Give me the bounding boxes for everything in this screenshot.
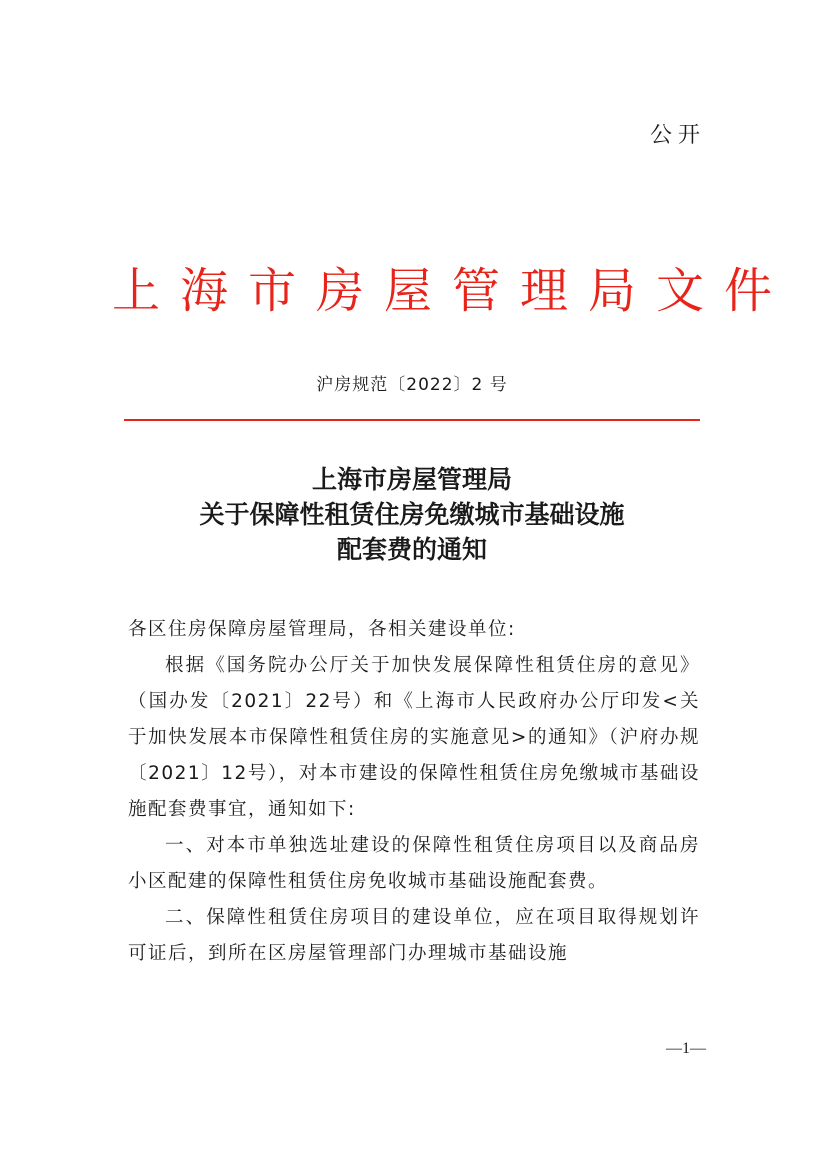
body-paragraph: 根据《国务院办公厅关于加快发展保障性租赁住房的意见》（国办发〔2021〕22号）和《上海市人民政府办公厅印发<关于加快发展本市保障性租赁住房的实施意见>的通知》（沪府办规〔2021〕12号），对本市建设的保障性租赁住房免缴城市基础设施配套费事宜，通知如下: [128, 655, 700, 820]
document-title [124, 462, 700, 567]
title-line-1: 上海市房屋管理局 [311, 465, 512, 494]
title-line-3: 配套费的通知 [336, 535, 487, 564]
document-number: 沪房规范〔2022〕2 号 [316, 375, 508, 395]
title-line-2: 关于保障性租赁住房免缴城市基础设施 [199, 500, 625, 529]
body-paragraph: 二、保障性租赁住房项目的建设单位，应在项目取得规划许可证后，到所在区房屋管理部门办理城市基础设施 [128, 907, 700, 964]
page-number: —1— [666, 1040, 706, 1057]
classification-label: 公开 [649, 123, 706, 148]
salutation: 各区住房保障房屋管理局，各相关建设单位: [128, 619, 516, 640]
issuer-title: 上海市房屋管理局文件 [112, 263, 793, 319]
red-separator-line [124, 419, 700, 421]
body-paragraph: 一、对本市单独选址建设的保障性租赁住房项目以及商品房小区配建的保障性租赁住房免收城市基础设施配套费。 [128, 835, 700, 892]
document-body [128, 612, 700, 972]
